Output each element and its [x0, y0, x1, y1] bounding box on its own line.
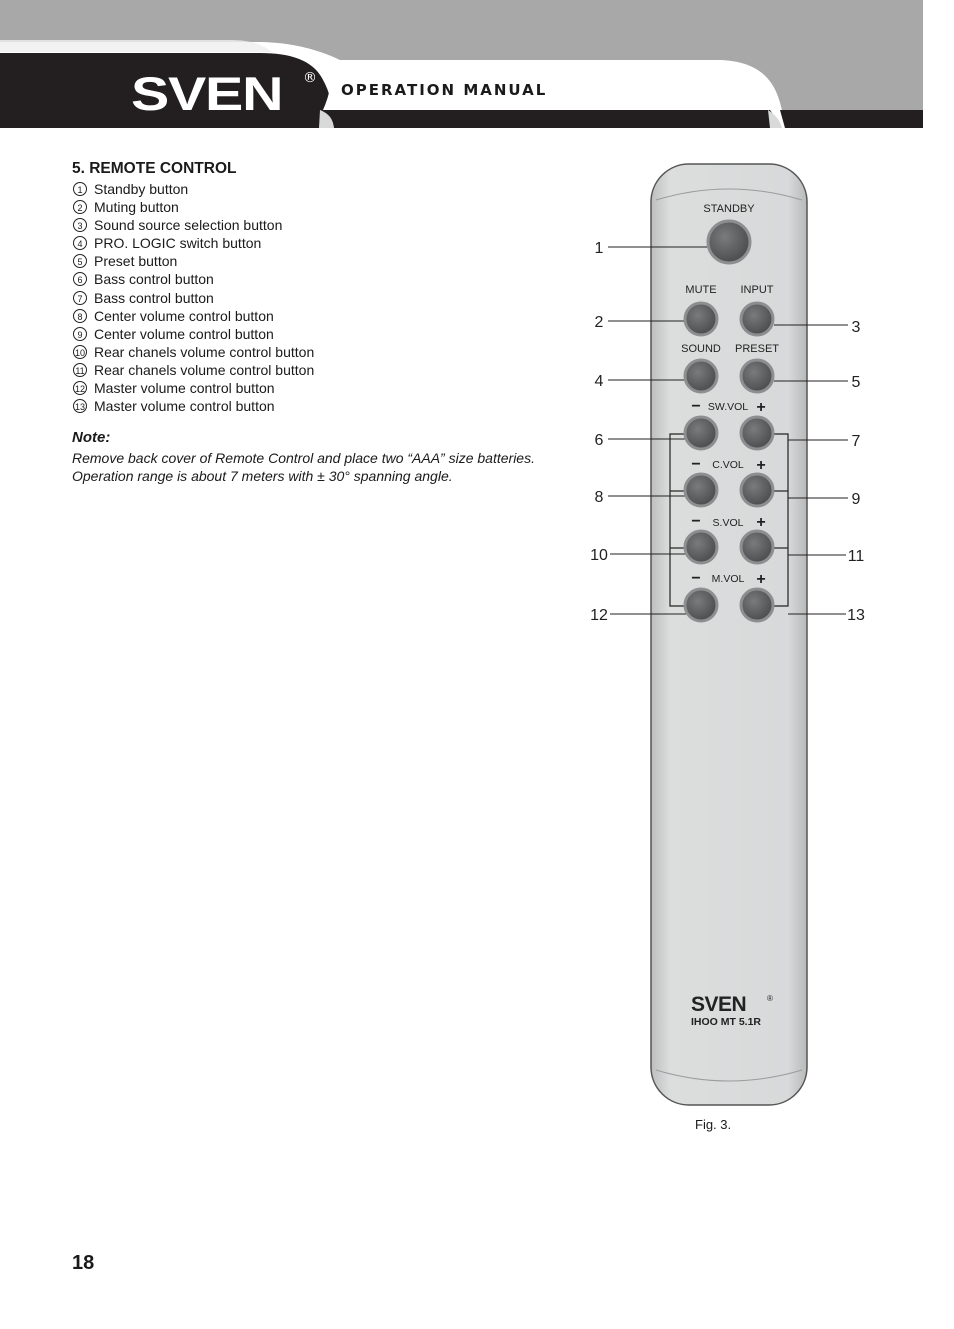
registered-mark: ®	[303, 70, 317, 86]
list-number: 8	[73, 309, 87, 323]
callout-12: 12	[590, 607, 608, 624]
remote-model: IHOO MT 5.1R	[691, 1016, 762, 1028]
swvol-label: SW.VOL	[707, 401, 749, 413]
callout-2: 2	[594, 314, 604, 331]
list-label: Center volume control button	[94, 325, 274, 342]
standby-button[interactable]	[708, 221, 750, 263]
mvol-label: M.VOL	[711, 573, 745, 585]
callout-9: 9	[851, 491, 861, 508]
list-number: 3	[73, 218, 87, 232]
mvol-plus: +	[756, 571, 766, 588]
list-number: 10	[73, 345, 87, 359]
list-label: Rear chanels volume control button	[94, 361, 315, 378]
preset-button[interactable]	[741, 360, 773, 392]
callout-5: 5	[851, 374, 861, 391]
callout-4: 4	[594, 373, 604, 390]
note-line: Operation range is about 7 meters with ± 30° spanning angle.	[72, 468, 453, 484]
list-label: Muting button	[94, 199, 179, 216]
callout-7: 7	[851, 433, 861, 450]
svol-label: S.VOL	[712, 517, 744, 529]
callout-11: 11	[847, 548, 865, 565]
list-label: Master volume control button	[94, 398, 275, 415]
cvol-plus-button[interactable]	[741, 474, 773, 506]
note-line: Remove back cover of Remote Control and place two “AAA” size batteries.	[72, 450, 535, 466]
manual-title: OPERATION MANUAL	[341, 81, 548, 99]
swvol-plus: +	[756, 399, 766, 416]
sound-button[interactable]	[685, 360, 717, 392]
mvol-minus-button[interactable]	[685, 589, 717, 621]
svol-minus-button[interactable]	[685, 531, 717, 563]
list-number: 13	[73, 399, 87, 413]
mute-button[interactable]	[685, 303, 717, 335]
list-label: Standby button	[94, 181, 189, 197]
remote-body	[651, 164, 807, 1105]
callout-6: 6	[594, 432, 604, 449]
preset-label: PRESET	[734, 343, 780, 355]
list-label: PRO. LOGIC switch button	[94, 235, 262, 252]
list-number: 1	[73, 182, 87, 196]
callout-8: 8	[594, 489, 604, 506]
cvol-minus: −	[691, 456, 701, 473]
list-number: 7	[73, 291, 87, 305]
callout-13: 13	[847, 607, 865, 624]
figure-caption: Fig. 3.	[695, 1117, 732, 1132]
standby-label: STANDBY	[703, 203, 755, 215]
mvol-minus: −	[691, 570, 701, 587]
list-label: Sound source selection button	[94, 217, 283, 234]
list-label: Master volume control button	[94, 380, 275, 397]
swvol-minus: −	[691, 398, 701, 415]
callout-1: 1	[594, 240, 604, 257]
input-button[interactable]	[741, 303, 773, 335]
swvol-minus-button[interactable]	[685, 417, 717, 449]
list-label: Bass control button	[94, 289, 214, 306]
list-label: Preset button	[94, 253, 178, 270]
input-label: INPUT	[740, 284, 774, 296]
cvol-plus: +	[756, 457, 766, 474]
list-number: 4	[73, 236, 87, 250]
mute-label: MUTE	[685, 284, 717, 296]
brand-logo: SVEN	[131, 67, 283, 120]
list-number: 2	[73, 200, 87, 214]
remote-reg: ®	[767, 994, 773, 1003]
cvol-label: C.VOL	[712, 459, 744, 471]
list-number: 12	[73, 381, 87, 395]
list-number: 11	[73, 363, 87, 377]
list-label: Rear chanels volume control button	[94, 343, 315, 360]
svol-minus: −	[691, 513, 701, 530]
page-number: 18	[72, 1252, 95, 1274]
swvol-plus-button[interactable]	[741, 417, 773, 449]
remote-brand: SVEN	[691, 993, 747, 1016]
svol-plus-button[interactable]	[741, 531, 773, 563]
sound-label: SOUND	[681, 343, 721, 355]
callout-3: 3	[851, 319, 861, 336]
svol-plus: +	[756, 514, 766, 531]
list-number: 6	[73, 272, 87, 286]
note-title: Note:	[72, 429, 111, 446]
list-number: 9	[73, 327, 87, 341]
list-label: Center volume control button	[94, 307, 274, 324]
cvol-minus-button[interactable]	[685, 474, 717, 506]
section-title: 5. REMOTE CONTROL	[72, 160, 237, 177]
callout-10: 10	[590, 547, 608, 564]
list-label: Bass control button	[94, 271, 214, 288]
list-number: 5	[73, 254, 87, 268]
mvol-plus-button[interactable]	[741, 589, 773, 621]
